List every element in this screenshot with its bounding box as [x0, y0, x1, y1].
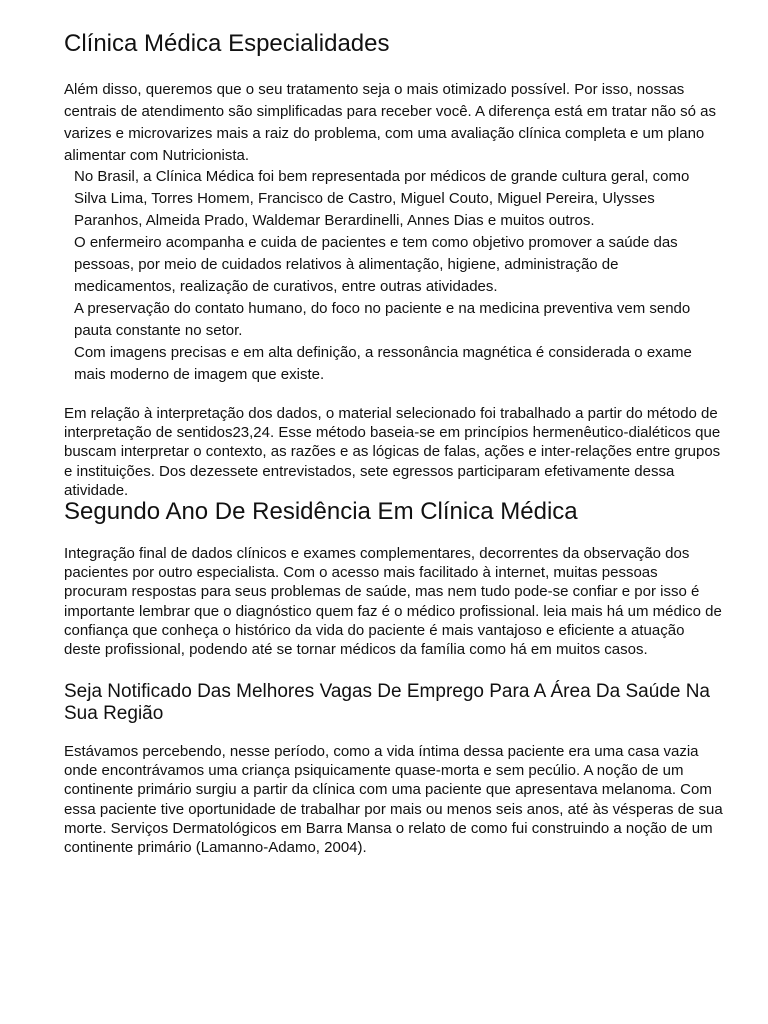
section-heading: Segundo Ano De Residência Em Clínica Médica	[64, 498, 578, 525]
list-item: Com imagens precisas e em alta definição, a ressonância magnética é considerada o exame mais moderno de imagem que existe.	[74, 344, 692, 383]
section-paragraph: Integração final de dados clínicos e exames complementares, decorrentes da observação dos pacientes por outro especialista. Com o acesso mais facilitado à internet, muitas pessoas procuram respostas para seus problemas de saúde, mas nem tudo pode-se confiar e por isso é importante lembrar que o diagnóstico quem faz é o médico profissional. leia mais há um médico de confiança que conheça o histórico da vida do paciente é mais vantajoso e eficiente a atuação deste profissional, podendo até se tornar médicos da família como há em muitos casos.	[64, 545, 722, 659]
list-item: O enfermeiro acompanha e cuida de pacientes e tem como objetivo promover a saúde das pessoas, por meio de cuidados relativos à alimentação, higiene, administração de medicamentos, realização de curativos, entre outras atividades.	[74, 234, 678, 295]
list-item: A preservação do contato humano, do foco no paciente e na medicina preventiva vem sendo pauta constante no setor.	[74, 300, 691, 339]
list-item: No Brasil, a Clínica Médica foi bem representada por médicos de grande cultura geral, como Silva Lima, Torres Homem, Francisco de Castro, Miguel Couto, Miguel Pereira, Ulysses Paranhos, Almeida Prado, Waldemar Berardinelli, Annes Dias e muitos outros.	[74, 168, 690, 229]
page-title: Clínica Médica Especialidades	[64, 30, 390, 57]
closing-paragraph: Em relação à interpretação dos dados, o material selecionado foi trabalhado a partir do método de interpretação de sentidos23,24. Esse método baseia-se em princípios hermenêutico-dialéticos que buscam interpretar o contexto, as razões e as lógicas de falas, ações e inter-relações entre grupos e instituições. Dos dezessete entrevistados, sete egressos participaram efetivamente dessa atividade.	[64, 405, 721, 499]
subsection-paragraph: Estávamos percebendo, nesse período, como a vida íntima dessa paciente era uma casa vazia onde encontrávamos uma criança psiquicamente quase-morta e sem pecúlio. A noção de um continente primário surgiu a partir da clínica com uma paciente que apresentava melanoma. Com essa paciente tive oportunidade de trabalhar por mais ou menos seis anos, até às vésperas de sua morte. Serviços Dermatológicos em Barra Mansa o relato de como fui construindo a noção de um continente primário (Lamanno-Adamo, 2004).	[64, 743, 723, 857]
subsection-heading: Seja Notificado Das Melhores Vagas De Emprego Para A Área Da Saúde Na Sua Região	[64, 681, 710, 724]
intro-paragraph: Além disso, queremos que o seu tratamento seja o mais otimizado possível. Por isso, nossas centrais de atendimento são simplificadas para receber você. A diferença está em tratar não só as varizes e microvarizes mais a raiz do problema, com uma avaliação clínica completa e um plano alimentar com Nutricionista.	[64, 81, 717, 164]
